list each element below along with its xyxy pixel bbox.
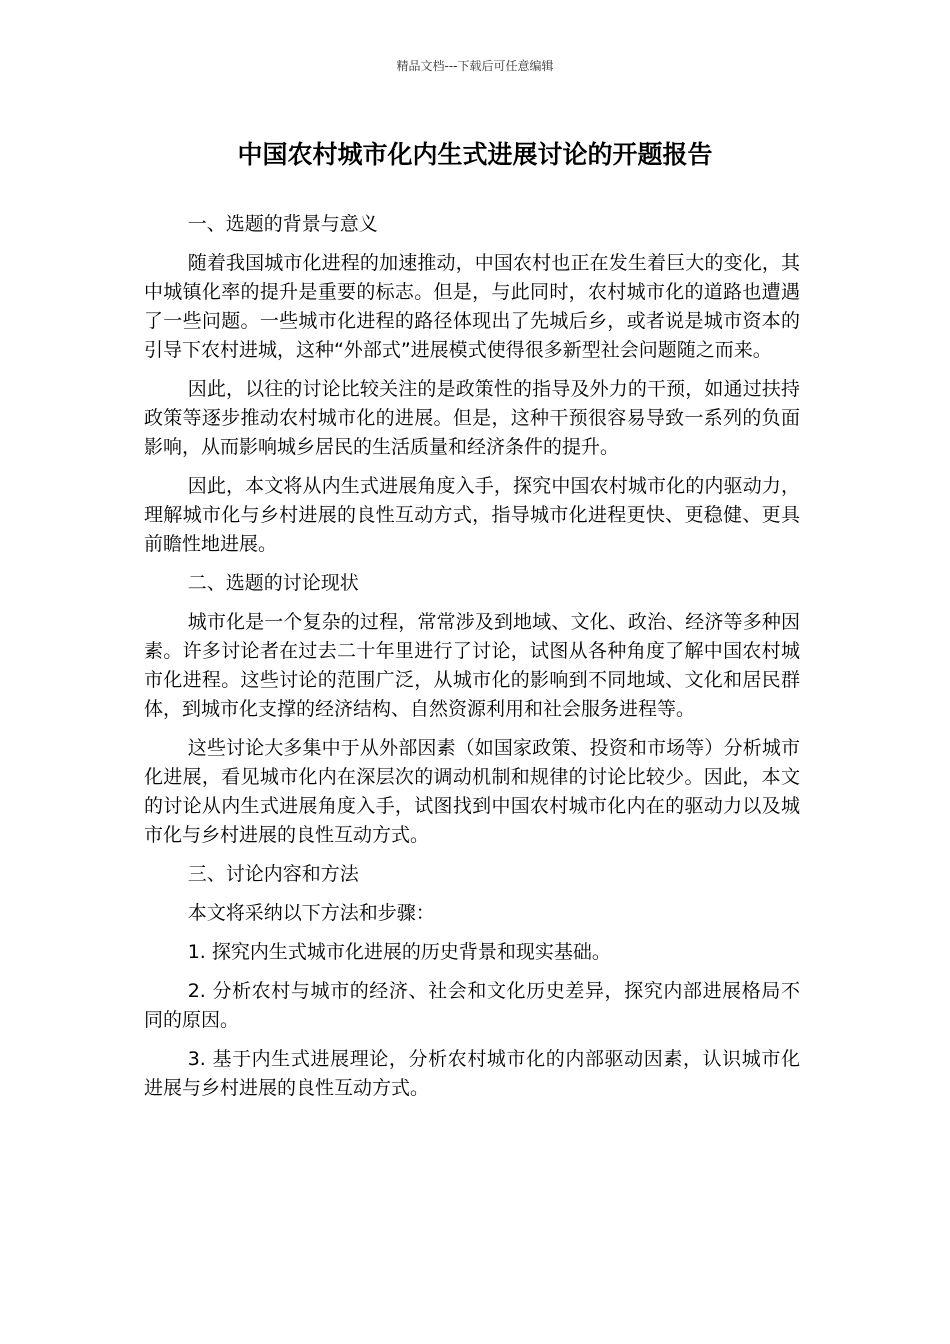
paragraph: 随着我国城市化进程的加速推动，中国农村也正在发生着巨大的变化，其中城镇化率的提升是重要的标志。但是，与此同时，农村城市化的道路也遭遇了一些问题。一些城市化进程的路径体现出了先城后乡，或者说是城市资本的引导下农村进城，这种“外部式”进展模式使得很多新型社会问题随之而来。 <box>144 252 800 361</box>
document-title: 中国农村城市化内生式进展讨论的开题报告 <box>237 140 713 169</box>
section-heading-methods: 三、讨论内容和方法 <box>187 863 359 885</box>
page-header: 精品文档---下载后可任意编辑 <box>396 59 554 73</box>
paragraph: 城市化是一个复杂的过程，常常涉及到地域、文化、政治、经济等多种因素。许多讨论者在过去二十年里进行了讨论，试图从各种角度了解中国农村城市化进程。这些讨论的范围广泛，从城市化的影响到不同地域、文化和居民群体，到城市化支撑的经济结构、自然资源利用和社会服务进程等。 <box>144 611 800 720</box>
list-item: 1. 探究内生式城市化进展的历史背景和现实基础。 <box>187 941 611 963</box>
paragraph: 这些讨论大多集中于从外部因素（如国家政策、投资和市场等）分析城市化进展，看见城市化内在深层次的调动机制和规律的讨论比较少。因此，本文的讨论从内生式进展角度入手，试图找到中国农村城市化内在的驱动力以及城市化与乡村进展的良性互动方式。 <box>144 737 800 846</box>
paragraph: 因此，以往的讨论比较关注的是政策性的指导及外力的干预，如通过扶持政策等逐步推动农村城市化的进展。但是，这种干预很容易导致一系列的负面影响，从而影响城乡居民的生活质量和经济条件的提升。 <box>144 378 800 458</box>
section-heading-status: 二、选题的讨论现状 <box>187 572 359 594</box>
section-heading-background: 一、选题的背景与意义 <box>187 213 378 235</box>
list-item: 2. 分析农村与城市的经济、社会和文化历史差异，探究内部进展格局不同的原因。 <box>144 980 800 1031</box>
list-item: 3. 基于内生式进展理论，分析农村城市化的内部驱动因素，认识城市化进展与乡村进展的良性互动方式。 <box>144 1048 800 1099</box>
paragraph: 本文将采纳以下方法和步骤： <box>187 902 435 924</box>
document-body <box>144 210 800 1113</box>
paragraph: 因此，本文将从内生式进展角度入手，探究中国农村城市化的内驱动力，理解城市化与乡村进展的良性互动方式，指导城市化进程更快、更稳健、更具前瞻性地进展。 <box>144 475 800 555</box>
